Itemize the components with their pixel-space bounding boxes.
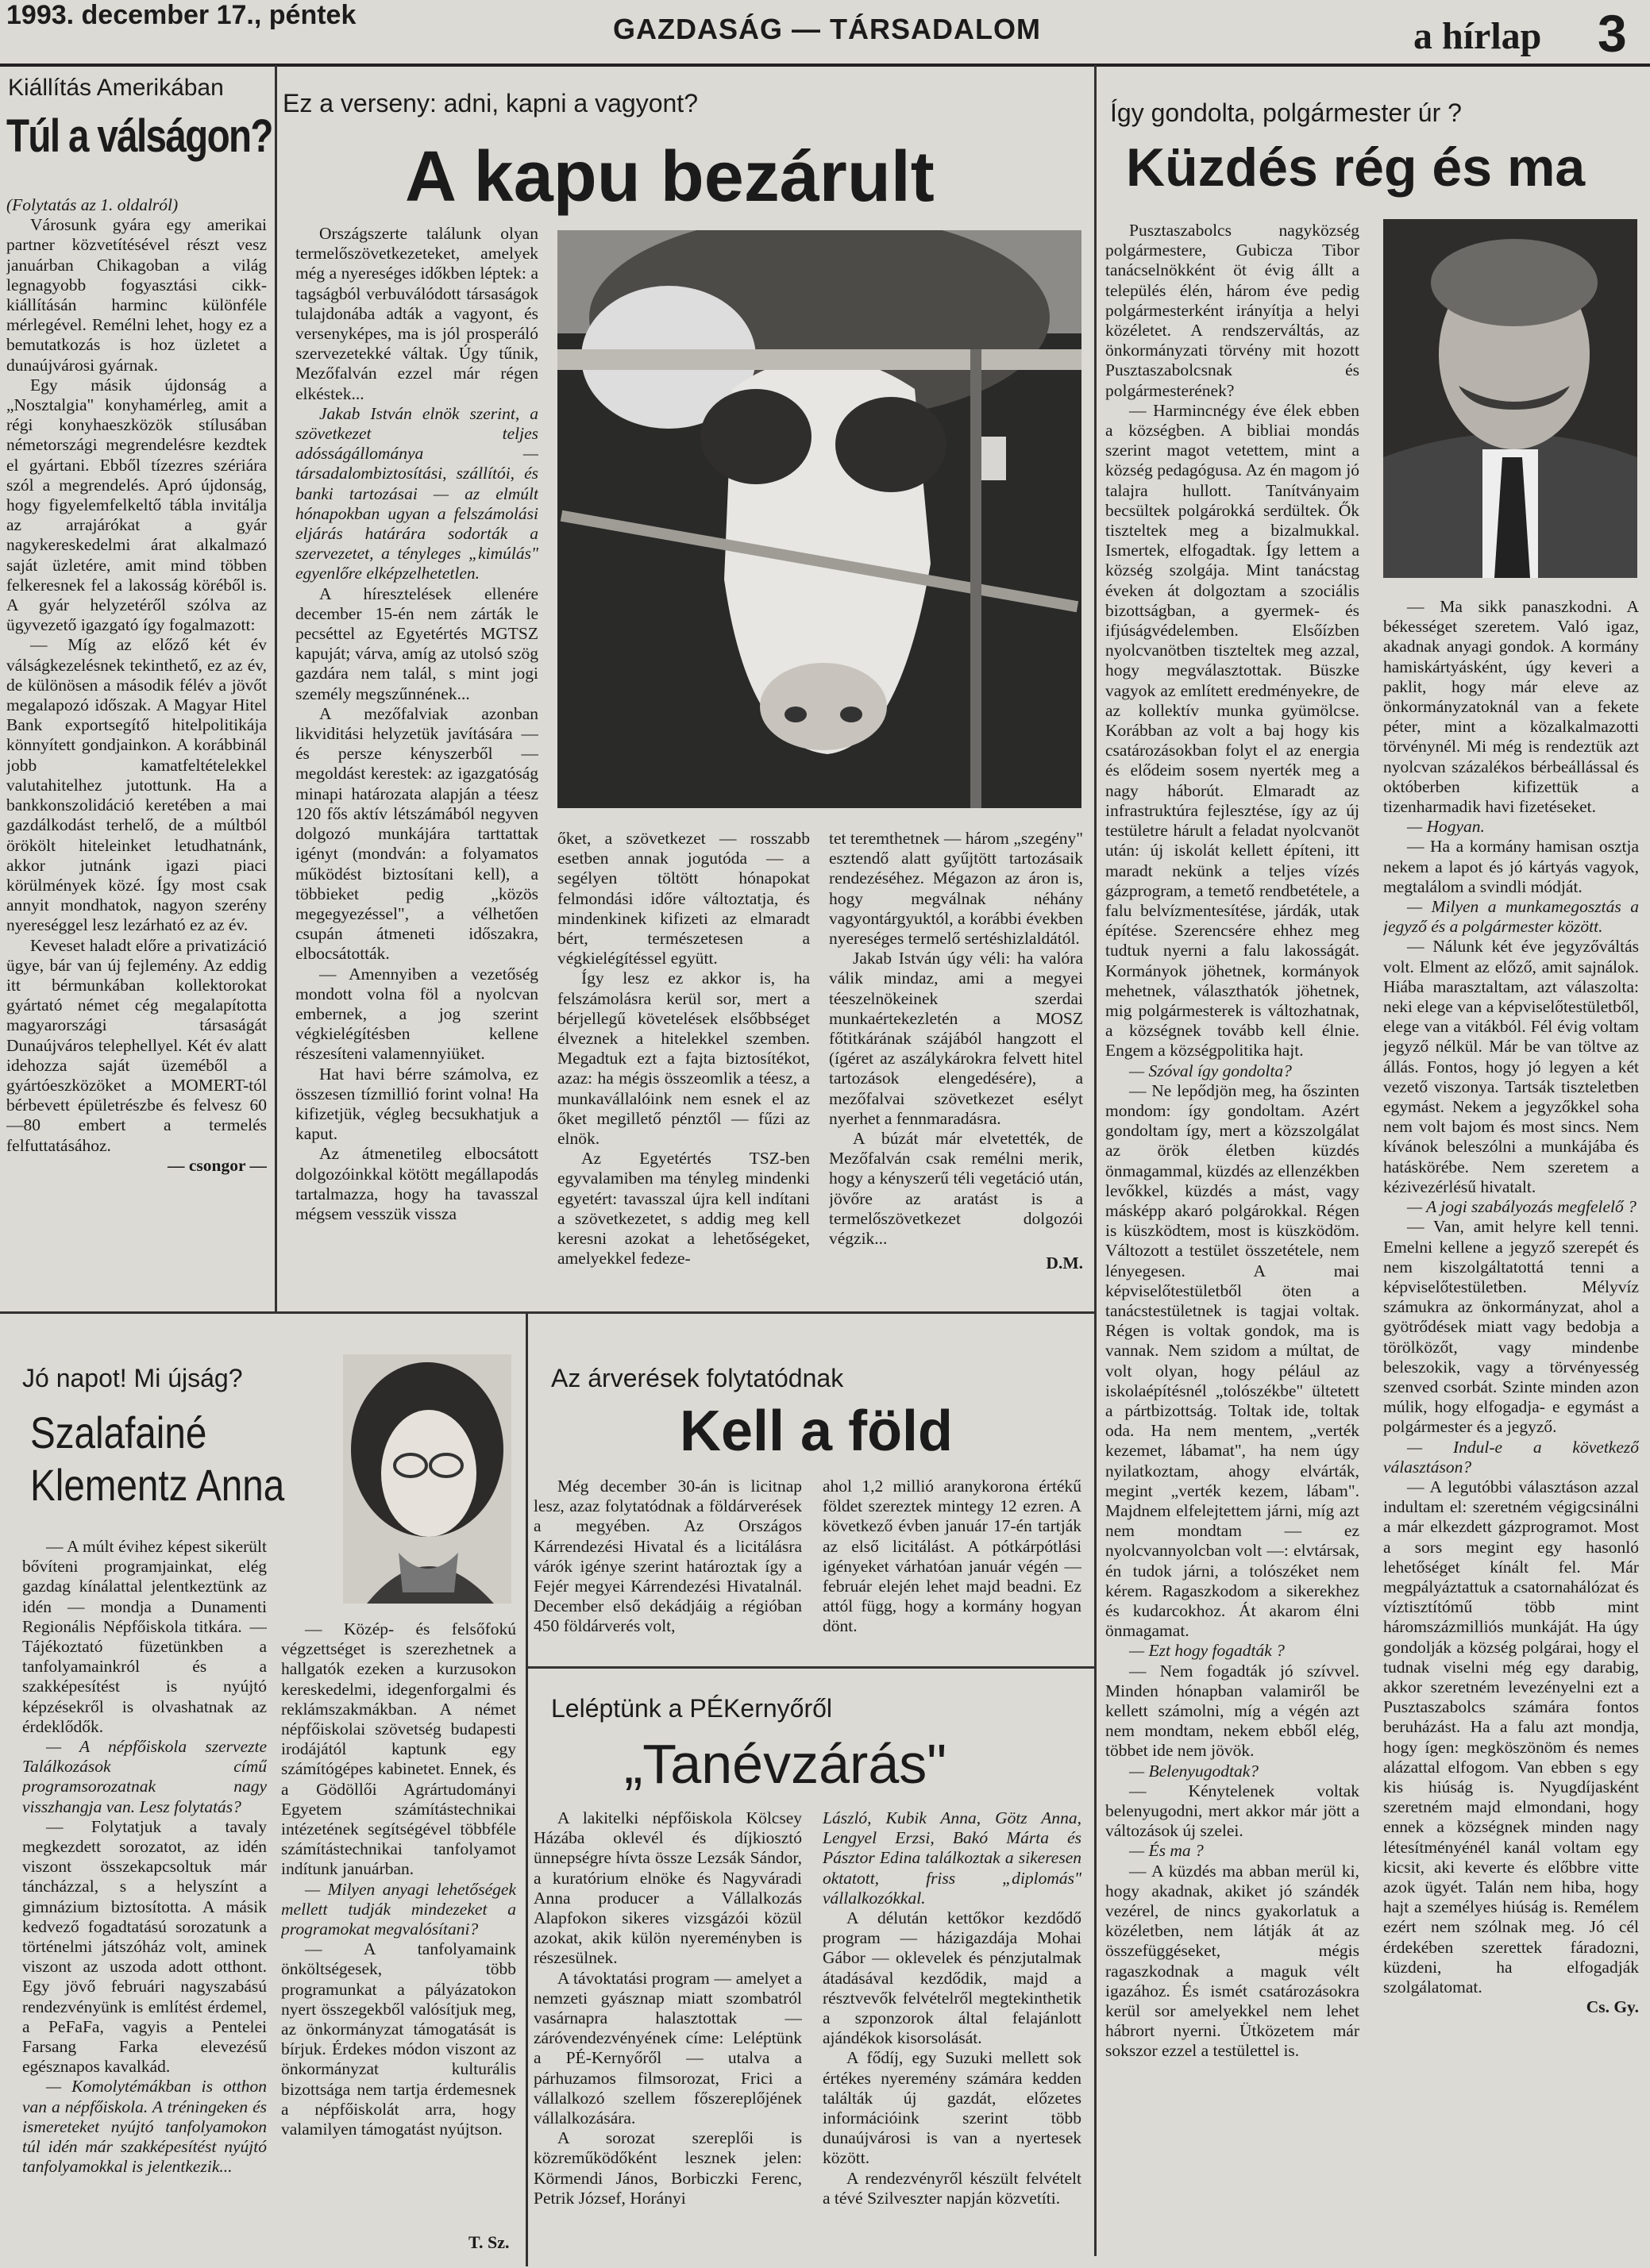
- paragraph: Hat havi bérre számolva, ez összesen tízmillió forint volna! Ha kifizetjük, végleg becsukhatjuk a kaput.: [295, 1064, 538, 1144]
- paragraph: A híresztelések ellenére december 15-én nem zárták le pecséttel az Egyetértés MGTSZ kapuját; várva, amíg az utolsó szög gazdára nem talál, s mint jogi személy megszűnnének...: [295, 583, 538, 703]
- article-column: [557, 829, 810, 1305]
- article-column: [534, 1477, 802, 1664]
- paragraph: — Kénytelenek voltak belenyugodni, mert akkor már jött a változások új szelei.: [1105, 1781, 1359, 1841]
- column-rule: [526, 1314, 528, 2266]
- paragraph: — Harmincnégy éve élek ebben a községben. A bibliai mondás szerint magot vetettem, mint a község pedagógusa. Az én magom jó talajra hullott. Tanítványaim becsültek polgárokká serdültek. Ők tiszteltek meg a bizalmukkal. Ismertek, elfogadtak. Így lettem a község szolgája. Mint tanácstag éveken át dolgoztam a szociális bizottságban, a gyermek- és ifjúságvédelemben. Elsőízben nyolcvanötben tiszteltek meg azzal, hogy megválasztottak. Büszke vagyok az említett eredményekre, de az kollektív munka gyümölcse. Korábban az volt a baj hogy kis csatározásokban folyt el az energia és elődeim sosem nyerték meg a nagy háborút. Elmaradt az infrastruktúra fejlesztése, így az új testületre hárult a feladat nyolcvanöt után: új iskolát kellett építeni, itt maradt nekünk a teljes vízés gázprogram, a temető rendbetétele, a falu belvízmentesítése, járdák, utak építése. Szerencsére ehhez meg tudtuk nyerni a falu lakosságát. Kormányok jöhetnek, kormányok mehetnek, választhatók jöhetnek, mig polgármesterek is változhatnak, a községnek tovább kell élnie. Engem a községpolitika hajt.: [1105, 400, 1359, 1061]
- headline: Kell a föld: [680, 1400, 954, 1463]
- kicker: Kiállítás Amerikában: [8, 75, 224, 101]
- paragraph: — Amennyiben a vezetőség mondott volna föl a nyolcvan embernek, a jog szerint végkielégítésben kellene részesíteni valamennyiüket.: [295, 964, 538, 1064]
- kicker: Így gondolta, polgármester úr ?: [1110, 98, 1462, 127]
- continuation-note: (Folytatás az 1. oldalról): [6, 195, 179, 214]
- question: — Indul-e a következő választáson?: [1383, 1437, 1639, 1477]
- section-rule: [527, 1666, 1094, 1669]
- paragraph: Jakab István elnök szerint, a szövetkezet teljes adósságállománya — társadalombiztosítási, szállítói, és banki tartozásai — az elmúlt hónapokban ugyan a felszámolási eljárás határára sodorták a szervezetet, a tényleges „kimúlás" egyenlőre elképzelhetetlen.: [295, 403, 538, 583]
- article-column: [829, 829, 1083, 1305]
- paragraph: — Míg az előző két év válságkezelésnek tekinthető, ez az év, de különösen a második félév a jövőt megalapozó időszak. A Magyar Hitel Bank exportsegítő hitelpolitikája könnyített gondjainkon. A korábbinál jobb kamatfeltételekkel valutahitelhez jutottunk. Ha a bankkonszolidáció keretében a mai gazdálkodást terhelő, de a múltból örökölt hiteleinket letudhatnánk, akkor jutnánk igazi piaci körülmények közé. Így most csak annyit mondhatok, nagyon szerény nyereséggel lesz lezárható ez az év.: [6, 635, 267, 935]
- mayor-portrait-photo: [1383, 219, 1637, 578]
- article-column: [534, 1808, 802, 2261]
- paragraph: tet teremthetnek — három „szegény" esztendő alatt gyűjtött tartozásaik rendezéséhez. Mégazon az áron is, hogy megválnak néhány vagyontárgyuktól, a korábbi években nyereséges termelő sertéshizlaldától.: [829, 829, 1083, 949]
- paragraph: Egy másik újdonság a „Nosztalgia" konyhamérleg, amit a régi konyhaeszközök stílusában németországi megrendelésre kezdtek el gyártani. Ebből tízezres szériára szól a megrendelés. Apró újdonság, hogy figyelemfelkeltő tábla invitálja az arrajárókat a gyár nagykereskedelmi árat alkalmazó saját üzletére, amit mind többen felkeresnek fel a lakosság köréből is. A gyár helyzetéről szólva az ügyvezető igazgató így fogalmazott:: [6, 375, 267, 635]
- byline: — csongor —: [167, 1155, 267, 1175]
- headline: A kapu bezárult: [405, 137, 935, 217]
- paragraph: — Ne lepődjön meg, ha őszinten mondom: így gondoltam. Azért gondoltam így, mert a közszolgálat az örök életben küzdés önmagammal, küzdés az ellenzékben levőkkel, küzdés a mást, vagy másképp akaró polgárokkal. Régen is küszködtem, most is küszködöm. Változott a testület összetétele, nem lényegesen. A mai képviselőtestületből öten a tanácstestületnek is tagjai voltak. Régen is voltak gondok, ma is vannak. Nem szidom a múltat, de volt olyan, hogy pélául az iskolaépítésnél „tolószékbe" ültetett a pártbizottság. Toltak ide, toltak oda. Ha nem mentem, „verték kezemet, lábamat", ha nem úgy nyilatkoztam, ahogy elvárták, megint „verték kezem, lábam". Majdnem elfelejtettem járni, míg azt nem mondtam — ez nyolcvannyolcban volt —: elvtársak, én tudok járni, a tolószéket nem kérem. Ragaszkodom a sikerekhez és kudarcokhoz. Át akarom élni önmagamat.: [1105, 1080, 1359, 1641]
- headline: Klementz Anna: [30, 1460, 285, 1510]
- paragraph: Pusztaszabolcs nagyközség polgármestere, Gubicza Tibor tanácselnökként öt évig állt a település élén, három éve pedig polgármesterként irányítja a helyi közéletet. A rendszerváltás, az önkormányzati törvény mit hozott Pusztaszabolcsnak és polgármesterének?: [1105, 221, 1359, 400]
- paragraph: ahol 1,2 millió aranykorona értékű földet szereztek mintegy 12 ezren. A következő évben január 17-én tartják az első licitálást. A pótkárpótlási igényeket várhatóan január végén — február elején lehet majd beadni. Ez attól függ, hogy a kormány hogyan dönt.: [823, 1477, 1081, 1636]
- question: — Milyen anyagi lehetőségek mellett tudják mindezeket a programokat megvalósítani?: [281, 1879, 516, 1939]
- cow-photo: [557, 230, 1081, 808]
- paragraph: őket, a szövetkezet — rosszabb esetben annak jogutóda — a segélyen töltött hónapokat felmondási időre változtatja, és mindenkinek kifizeti az elmaradt bért, természetesen a végkielégítéssel együtt.: [557, 829, 810, 968]
- question: — Milyen a munkamegosztás a jegyző és a polgármester között.: [1383, 897, 1639, 937]
- paragraph: Városunk gyára egy amerikai partner közvetítésével részt vesz januárban Chikagoban a világ legnagyobb fogyasztási cikk-kiállításán harminc különféle mérlegével. Remélni lehet, hogy ez a bemutatkozás is hoz üzletet a dunaújvárosi gyárnak.: [6, 215, 267, 375]
- section-rule: [0, 1311, 1094, 1314]
- paper-logo: a hírlap: [1413, 15, 1542, 57]
- byline: T. Sz.: [468, 2232, 510, 2252]
- question: — Hogyan.: [1407, 817, 1485, 837]
- paragraph: — A küzdés ma abban merül ki, hogy akadnak, akiket jó szándék vezérel, de nincs gyakorlatuk a közéletben, nem látják át az összefüggéseket, mégis ragaszkodnak a maguk vélt igazához. És ismét csatározásokra kerül sor amelyekkel nem lehet hábrort nyerni. Ütközetem már sokszor ezzel a testülettel is.: [1105, 1861, 1359, 2061]
- issue-date: 1993. december 17., péntek: [6, 0, 357, 30]
- column-rule: [275, 65, 277, 1311]
- paragraph: — Közép- és felsőfokú végzettséget is szerezhetnek a hallgatók ezeken a kurzusokon kereskedelmi, idegenforgalmi és reklámszakmákban. A német népfőiskolai szövetség budapesti irodájától kaptunk egy számítógépes kabinetet. Ennek, és a Gödöllői Agrártudományi Egyetem számítástechnikai intézetének segítségével többféle számítástechnikai tanfolyamot indítunk januárban.: [281, 1619, 516, 1879]
- kicker: Az árverések folytatódnak: [551, 1364, 844, 1392]
- question: — Belenyugodtak?: [1129, 1761, 1259, 1781]
- page-header: [0, 0, 1650, 67]
- paragraph: A búzát már elvetették, de Mezőfalván csak remélni merik, hogy a kényszerű téli vegetáció után, jövőre az aratást is a termelőszövetkezet dolgozói végzik...: [829, 1129, 1083, 1249]
- question: — A jogi szabályozás megfelelő ?: [1407, 1197, 1637, 1217]
- article-body: [6, 195, 267, 1307]
- headline: „Tanévzárás": [624, 1733, 947, 1795]
- headline: Küzdés rég és ma: [1126, 137, 1586, 198]
- paragraph: — Ma sikk panaszkodni. A békességet szeretem. Való igaz, akadnak anyagi gondok. A kormány hamiskártyásként, úgy keveri a paklit, hogy már eleve az önkormányzatoknál van a fekete péter, mint a közalkalmazotti törvénynél. Mi még is rendeztük azt nyolcvan százalékos bérbeállással és októberben kifizettük a tizenharmadik havi fizetéseket.: [1383, 597, 1639, 817]
- paragraph: Keveset haladt előre a privatizáció ügye, bár van új fejlemény. Az eddig itt bérmunkában kollektorokat gyártató német cég megalapította magyarországi társaságát Dunaújváros telephellyel. Két év alatt idehozza saját üzeméből a gyártóeszközöket a MOMERT-tól bérbevett épületrészbe és felvesz 60—80 embert a termelés felfuttatásához.: [6, 935, 267, 1155]
- paragraph: Az Egyetértés TSZ-ben egyvalamiben ma tényleg mindenki egyetért: tavasszal újra kell indítani a szövetkezetet, s addig meg kell keresni azokat a lehetőségeket, amelyekkel fedeze-: [557, 1149, 810, 1269]
- paragraph: A mezőfalviak azonban likviditási helyzetük javítására — és persze kényszerből — megoldást kerestek: az igazgatóság minapi határozata alapján a téesz 120 fős aktív létszámából negyven dolgozó munkájára tarttattak igényt (mondván: a folyamatos működést biztosítani kell), a többieket pedig „közös megegyezéssel", a vélhetően csupán átmeneti időszakra, elbocsátották.: [295, 703, 538, 964]
- paragraph: — Van, amit helyre kell tenni. Emelni kellene a jegyző szerepét és nem kiszolgáltatottá tenni a képviselőtestületben. Mélyvíz számukra az önkormányzat, ahol a gyötrődések miatt vagy bedobja a törölközőt, vagy mindenbe beleszokik, vagy a törvényesség szenved csorbát. Szinte minden azon múlik, hogy elfogadja- e egymást a polgármester és a jegyző.: [1383, 1217, 1639, 1437]
- article-column: [823, 1808, 1081, 2261]
- paragraph: — Nálunk két éve jegyzőváltás volt. Elment az előző, amit sajnálok. Hiába marasztaltam, azt válaszolta: neki elege van a képviselőtestületből, elege van a vitákból. Fél évig voltam jegyző nélkül. Már be van töltve az állás. Fontos, hogy jó legyen a két vezető viszonya. Tartsák tiszteletben egymást. Nekem a jegyzőkkel soha nem volt bajom és most sincs. Nem kívánok beleszólni a munkájába és hatáskörébe. Nem szeretem a kézivezérlésű hivatalt.: [1383, 937, 1639, 1196]
- kicker: Ez a verseny: adni, kapni a vagyont?: [283, 89, 698, 117]
- byline: Cs. Gy.: [1586, 1997, 1639, 2017]
- question: — És ma ?: [1129, 1841, 1204, 1861]
- article-column: [1383, 597, 1639, 2256]
- section-title: GAZDASÁG — TÁRSADALOM: [613, 13, 1041, 45]
- question: — A népfőiskola szervezte Találkozások című programsorozatnak nagy visszhangja van. Lesz folytatás?: [22, 1737, 267, 1816]
- paragraph: — Folytatjuk a tavaly megkezdett sorozatot, az idén viszont összekapcsoltuk már táncházzal, s a helyszínt a gimnázium biztosította. A másik kedvező fogadtatású sorozatunk a történelmi játszóház volt, aminek viszont az uszoda adott otthont. Egy jövő februári nagyszabású rendezvényünk is említést érdemel, a PeFaFa, vagyis a Pentelei Farsang Farka elevezésű egésznapos kavalkád.: [22, 1816, 267, 2077]
- byline: D.M.: [1046, 1253, 1083, 1273]
- column-rule: [1094, 65, 1097, 2256]
- question: — Szóval így gondolta?: [1129, 1061, 1292, 1080]
- kicker: Jó napot! Mi újság?: [22, 1364, 243, 1392]
- paragraph: — A legutóbbi választáson azzal indultam el: szeretném végigcsinálni a már elkezdett gázprogramot. Most a sors megint egy hasonló lehetőséget kínált fel. Már megpályáztattuk a csatornahálózat és víztisztítómű több mint háromszázmilliós munkáját. Ha úgy gondolják a község polgárai, hogy el tudnak viselni még egy darabig, akkor szeretném levezényelni ezt a Pusztaszabolcs számára fontos beruházást. Ha a falu azt mondja, hogy ígen: megköszönöm és nemes alázattal elfogom. Van ebben s egy kis hiúság is. Nyugdíjasként szeretném majd elmondani, hogy ennek a községnek minden nagy létesítményénél kanál voltam egy kicsit, aki keverte és előbbre vitte azok ügyét. Talán nem hiba, hogy hajt a személyes hiúság is. Remélem ezért nem szólnak meg. Jó cél érdekében szerettek fáradozni, küzdeni, ha elfogadják szolgálatomat.: [1383, 1477, 1639, 1997]
- paragraph: Jakab István úgy véli: ha valóra válik mindaz, ami a megyei téeszelnökeinek szerdai munkaértekezletén a MOSZ főtitkárának szájából hangzott el (ígéret az aszálykárokra felvett hitel tartozások elengedésére), a mezőfalvai szövetkezet esélyt nyerhet a fennmaradásra.: [829, 949, 1083, 1128]
- headline: Túl a válságon?: [6, 110, 272, 162]
- paragraph: A távoktatási program — amelyet a nemzeti gyásznap miatt szombatról vasárnapra halasztottak — záróvendezvényének címe: Leléptünk a PÉ-Kernyőről — utalva a párhuzamos filmsorozat, Frici a vállalkozó szellem főszereplőjének vállalkozására.: [534, 1968, 802, 2128]
- kicker: Leléptünk a PÉKernyőről: [551, 1694, 832, 1723]
- paragraph: A lakitelki népfőiskola Kölcsey Házába oklevél és díjkiosztó ünnepségre hívta össze Lezsák Sándor, a kuratórium elnöke és Nagyváradi Anna producer a Vállalkozás Alapfokon sikeres vizsgázói közül azokat, akik külön nyereményben is részesülnek.: [534, 1808, 802, 1968]
- paragraph: Még december 30-án is licitnap lesz, azaz folytatódnak a földárverések a megyében. Az Országos Kárrendezési Hivatal és a licitálásra várók igénye szerint határoztak így a Fejér megyei Kárrendezési Hivatalnál. December első dekádjáig a régióban 450 földárverés volt,: [534, 1477, 802, 1636]
- article-column: [281, 1619, 516, 2231]
- paragraph: — Nem fogadták jó szívvel. Minden hónapban valamiről be kellett számolni, míg a végén azt nem mondtam, nekem ebből elég, többet ide nem jövök.: [1105, 1661, 1359, 1761]
- question: — Ezt hogy fogadták ?: [1129, 1641, 1285, 1661]
- woman-portrait-photo: [343, 1354, 511, 1604]
- paragraph: László, Kubik Anna, Götz Anna, Lengyel Erzsi, Bakó Márta és Pásztor Edina találkoztak a sikeresen oktatott, friss „diplomás" vállalkozókkal.: [823, 1808, 1081, 1908]
- paragraph: A délután kettőkor kezdődő program — házigazdája Mohai Gábor — oklevelek és pénzjutalmak átadásával kezdődik, majd a résztvevők felvételről megtekinthetik a szponzorok által felajánlott ajándékok kisorsolását.: [823, 1908, 1081, 2048]
- paragraph: Országszerte találunk olyan termelőszövetkezeteket, amelyek még a nyereséges időkben léptek: a tagságból verbuválódott társaságok tulajdonába adták a vagyont, és versenyképes, ma is jól prosperáló szervezetekké váltak. Úgy tűnik, Mezőfalván ezzel már régen elkéstek...: [295, 224, 538, 403]
- paragraph: — A tanfolyamaink önköltségesek, több programunkat a pályázatokon nyert összegekből valósítjuk meg, az önkormányzat támogatását is bírjuk. Érdekes módon viszont az önkormányzat kulturális bizottsága nem tartja érdemesnek a népfőiskolát arra, hogy valamilyen támogatást nyújtson.: [281, 1939, 516, 2139]
- paragraph: — A múlt évihez képest sikerült bővíteni programjainkat, elég gazdag kínálattal jelentkeztünk az idén — mondja a Dunamenti Regionális Népfőiskola titkára. — Tájékoztató füzetünkben a tanfolyamainkról és a szakképesítést is nyújtó képzésekről is olvashatnak az érdeklődők.: [22, 1537, 267, 1736]
- paragraph: Az átmenetileg elbocsátott dolgozóinkkal kötött megállapodás tartalmazza, hogy ha tavasszal mégsem vesszük vissza: [295, 1144, 538, 1223]
- page-number: 3: [1598, 4, 1627, 63]
- article-column: [295, 224, 538, 1303]
- paragraph: A sorozat szereplői is közreműködőként lesznek jelen: Körmendi János, Borbiczki Ferenc, Petrik József, Horányi: [534, 2128, 802, 2208]
- paragraph: Így lesz ez akkor is, ha felszámolásra kerül sor, mert a bérjellegű követelések elsőbbséget élveznek a hitelekkel szemben. Megadtuk ezt a fajta biztosítékot, azaz: ha mégis összeomlik a téesz, a munkavállalóink nem esnek el az őket megillető pénztől — fűzi az elnök.: [557, 968, 810, 1149]
- article-column: [22, 1537, 267, 2258]
- article-column: [1105, 221, 1359, 2258]
- headline: Szalafainé: [30, 1407, 207, 1457]
- question: — Komolytémákban is otthon van a népfőiskola. A tréningeken és ismereteket nyújtó tanfolyamokon túl idén már szakképesítést nyújtó tanfolyamokkal is jelentkezik...: [22, 2077, 267, 2177]
- article-column: [823, 1477, 1081, 1664]
- paragraph: A rendezvényről készült felvételt a tévé Szilveszter napján közvetíti.: [823, 2168, 1081, 2208]
- paragraph: A fődíj, egy Suzuki mellett sok értékes nyeremény számára kedden találták új gazdát, előzetes információink szerint több dunaújvárosi is van a nyertesek között.: [823, 2048, 1081, 2168]
- paragraph: — Ha a kormány hamisan osztja nekem a lapot és jó kártyás vagyok, megtalálom a svindli módját.: [1383, 837, 1639, 896]
